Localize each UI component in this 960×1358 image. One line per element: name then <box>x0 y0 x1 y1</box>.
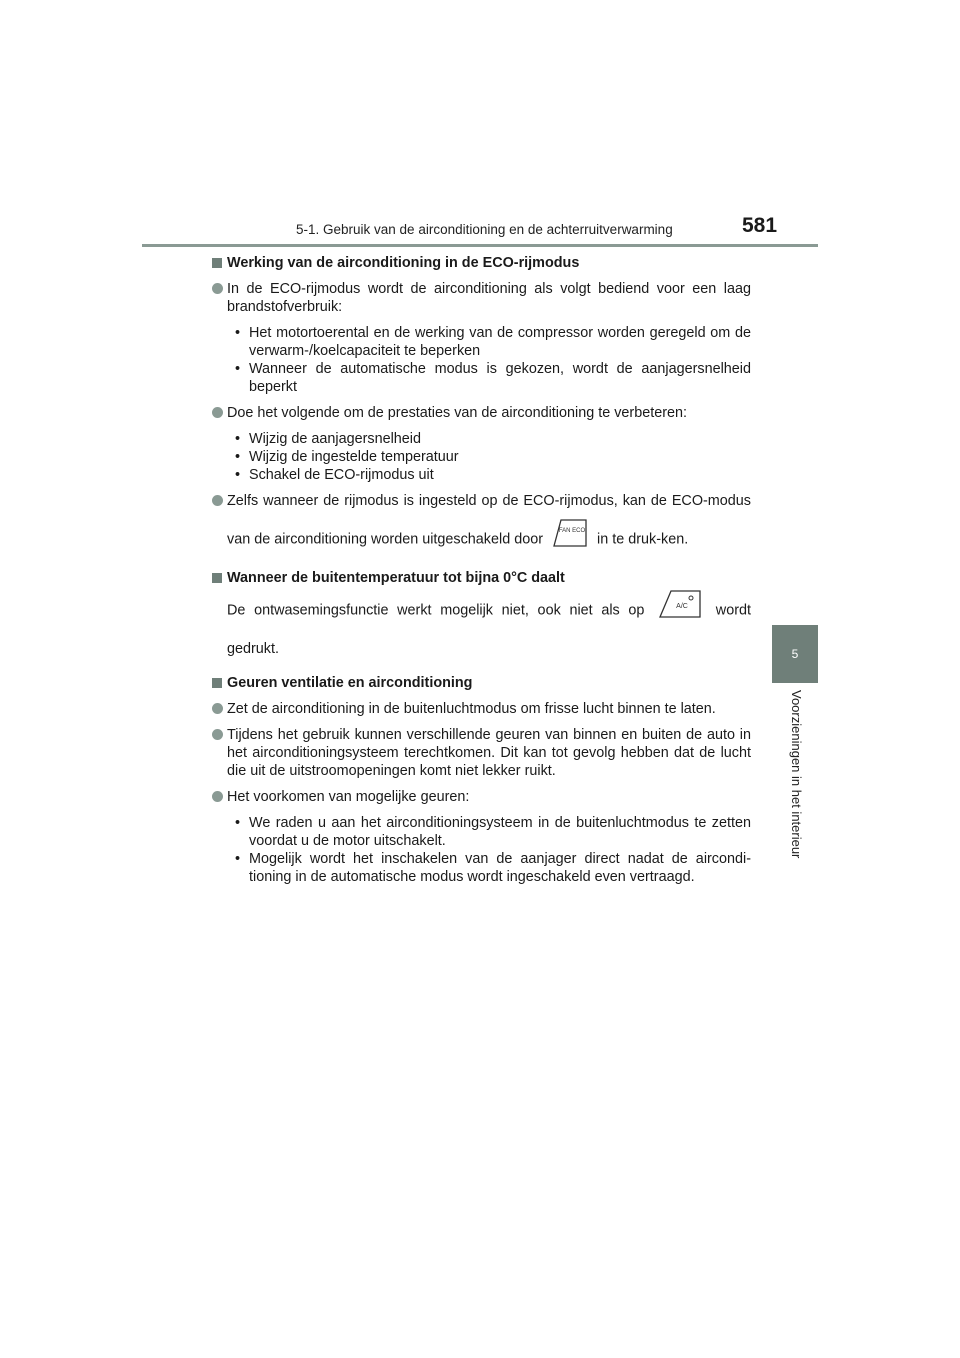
fan-eco-button-icon <box>551 518 589 561</box>
header-divider <box>142 244 818 247</box>
sub-list-item: • Wanneer de automatische modus is gekozen, wordt de aanjagersnelheid beperkt <box>235 361 751 395</box>
square-bullet-icon <box>212 258 222 268</box>
circle-bullet-icon <box>212 495 223 506</box>
sub-list-item: • Wijzig de ingestelde temperatuur <box>235 449 459 465</box>
sub-list-item: • We raden u aan het airconditioningsysteem in de buitenluchtmodus te zetten voordat u de motor uitschakelt. <box>235 815 751 849</box>
sub-list <box>211 430 751 484</box>
svg-text:A/C: A/C <box>676 603 688 610</box>
chapter-number: 5 <box>791 647 799 661</box>
svg-text:FAN ECO: FAN ECO <box>558 528 586 534</box>
square-bullet-icon <box>212 678 222 688</box>
list-item: Doe het volgende om de prestaties van de airconditioning te verbeteren: <box>211 404 751 422</box>
section-header: 5-1. Gebruik van de airconditioning en de achterruitverwarming <box>296 222 673 237</box>
sub-list-item: • Mogelijk wordt het inschakelen van de aanjager direct nadat de aircondi-tioning in de automatische modus wordt ingeschakeld even vertraagd. <box>235 851 751 885</box>
circle-bullet-icon <box>212 729 223 740</box>
chapter-label: Voorzieningen in het interieur <box>789 690 804 859</box>
list-item: Zelfs wanneer de rijmodus is ingesteld op de ECO-rijmodus, kan de ECO-modus van de airconditioning worden uitgeschakeld door FAN ECO in te druk-ken. <box>211 484 751 561</box>
list-item: In de ECO-rijmodus wordt de airconditioning als volgt bediend voor een laag brandstofverbruik: <box>211 280 751 316</box>
sub-list <box>211 814 751 886</box>
chapter-tab <box>772 625 818 683</box>
list-item: Het voorkomen van mogelijke geuren: <box>211 788 751 806</box>
square-bullet-icon <box>212 573 222 583</box>
sub-list-item: • Het motortoerental en de werking van de compressor worden geregeld om de verwarm-/koelcapaciteit te beperken <box>235 325 751 359</box>
list-item: Zet de airconditioning in de buitenluchtmodus om frisse lucht binnen te laten. <box>211 700 751 718</box>
section-heading: Geuren ventilatie en airconditioning <box>211 674 751 692</box>
circle-bullet-icon <box>212 283 223 294</box>
ac-button-icon <box>657 589 703 632</box>
page-content <box>211 254 751 894</box>
section-heading: Wanneer de buitentemperatuur tot bijna 0°C daalt <box>211 569 751 587</box>
sub-list-item: • Wijzig de aanjagersnelheid <box>235 431 421 447</box>
sub-list-item: • Schakel de ECO-rijmodus uit <box>235 467 434 483</box>
section-heading: Werking van de airconditioning in de ECO-rijmodus <box>211 254 751 272</box>
paragraph: De ontwasemingsfunctie werkt mogelijk niet, ook niet als op A/C wordt gedrukt. <box>211 589 751 666</box>
list-item: Tijdens het gebruik kunnen verschillende geuren van binnen en buiten de auto in het airconditioningsysteem terechtkomen. Dit kan tot gevolg hebben dat de lucht die uit de uitstroomopeningen komt niet lekker ruikt. <box>211 726 751 780</box>
circle-bullet-icon <box>212 703 223 714</box>
circle-bullet-icon <box>212 407 223 418</box>
circle-bullet-icon <box>212 791 223 802</box>
page-number: 581 <box>742 214 778 237</box>
sub-list <box>211 324 751 396</box>
